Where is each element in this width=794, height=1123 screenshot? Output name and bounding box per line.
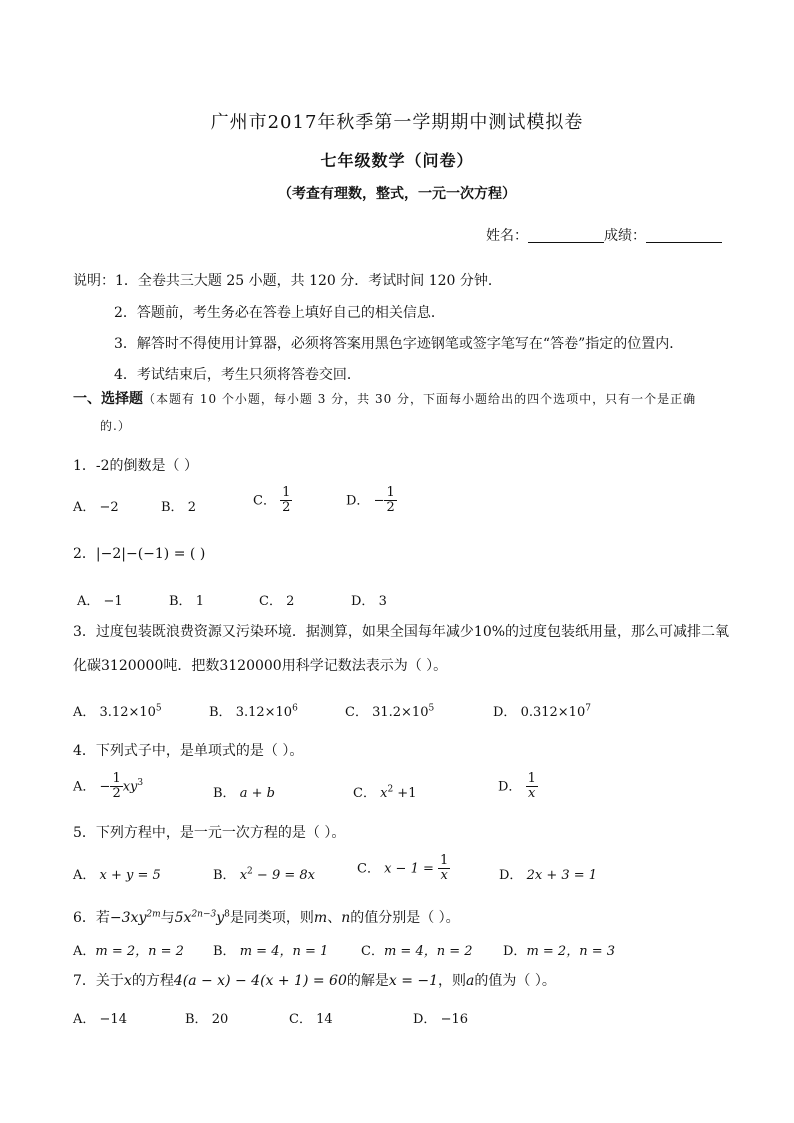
option-letter: A． [77,594,100,609]
q7-option-a[interactable] [73,1008,127,1027]
stem-text: 、 [327,910,342,926]
option-value: 2 [286,594,295,609]
q7-option-c[interactable] [289,1008,333,1027]
option-value: −1 [103,594,123,609]
question-4-stem: 4．下列式子中，是单项式的是（ ）。 [73,743,304,759]
exponent: 3 [137,777,144,788]
question-6-stem [73,907,460,927]
exponent: 5 [155,703,162,714]
option-letter: C． [289,1012,312,1027]
q2-option-c[interactable] [259,590,294,609]
option-letter: A． [73,868,96,883]
q3-option-c[interactable] [345,701,434,720]
name-blank[interactable] [528,228,604,243]
fraction-numerator: 1 [282,485,291,500]
name-score-line [486,225,722,245]
option-value: a + b [239,786,275,801]
variable: x [123,973,132,989]
option-letter: D． [493,705,517,720]
question-1-stem: 1．-2的倒数是（ ） [73,458,198,474]
section-heading [73,388,696,408]
question-7-stem [73,970,556,990]
option-letter: D． [503,944,527,959]
question-2-stem: 2．|−2|−(−1) = ( ) [73,546,206,562]
exponent: 8 [224,909,230,920]
option-letter: C． [345,705,368,720]
fraction-denominator: x [528,786,536,802]
exponent: 5 [428,703,435,714]
q6-option-b[interactable] [213,940,328,959]
q7-option-b[interactable] [185,1008,228,1027]
instruction-3: 3．解答时不得使用计算器，必须将答案用黑色字迹钢笔或签字笔写在“答卷”指定的位置内． [114,336,684,352]
instruction-text: 1．全卷共三大题 25 小题，共 120 分．考试时间 120 分钟． [115,273,502,289]
q4-option-b[interactable] [213,782,275,801]
stem-text: 的解是 [346,973,389,989]
stem-text: 的值分别是（ ）。 [350,910,460,926]
option-value: m = 2，n = 2 [95,944,184,959]
question-5-options [73,854,713,898]
option-letter: B． [213,786,236,801]
option-value: −14 [99,1012,127,1027]
fraction-denominator: 2 [282,500,291,516]
option-letter: D． [498,779,522,795]
fraction-denominator: x [440,868,448,884]
instruction-1 [73,270,502,290]
option-value: m = 4，n = 1 [239,944,329,959]
exponent: 2 [387,784,394,795]
option-value: x + y = 5 [99,868,161,883]
score-label: 成绩： [604,228,646,244]
option-value: 1 [195,594,204,609]
section-title: 一、选择题 [73,391,143,407]
fraction-numerator: 1 [386,485,395,500]
stem-text: 的方程 [131,973,174,989]
fraction-denominator: 2 [112,786,121,802]
option-letter: B． [185,1012,208,1027]
option-letter: A． [73,705,96,720]
q3-option-b[interactable] [209,701,298,720]
section-note-cont: 的.） [100,419,131,433]
q1-option-c[interactable] [253,486,292,516]
option-value: −16 [440,1012,469,1027]
question-6-options [73,940,713,960]
question-2-options [73,590,713,610]
option-letter: A． [73,779,96,795]
option-value-rest: − 9 = 8x [252,868,315,883]
instruction-2: 2．答题前，考生务必在答卷上填好自己的相关信息． [114,305,445,321]
option-value: 2x + 3 = 1 [526,868,598,883]
q3-option-a[interactable] [73,701,162,720]
variable: a [466,973,475,989]
fraction-numerator: 1 [527,771,536,786]
option-value: 14 [316,1012,333,1027]
option-value-rest: +1 [393,786,417,801]
question-3-stem-1: 3．过度包装既浪费资源又污染环境．据测算，如果全国每年减少10%的过度包装纸用量，那么可减排二氧 [73,624,730,640]
option-letter: D． [413,1012,437,1027]
expression: −3xy [109,910,147,926]
option-letter: B． [213,944,236,959]
option-letter: B． [169,594,192,609]
q3-option-d[interactable] [493,701,591,720]
option-letter: C． [253,493,276,509]
score-blank[interactable] [646,228,722,243]
q7-option-d[interactable] [413,1008,468,1027]
option-letter: B． [209,705,232,720]
q5-option-b[interactable] [213,864,315,883]
q2-option-b[interactable] [169,590,204,609]
exponent: 2n−3 [191,909,217,920]
q4-option-c[interactable] [353,782,416,801]
q1-option-a[interactable] [73,496,119,515]
exam-title: 广州市2017年秋季第一学期期中测试模拟卷 [210,112,584,133]
name-label: 姓名： [486,228,528,244]
stem-text: 与 [160,910,175,926]
expression: y [216,910,225,926]
option-letter: A． [73,500,96,515]
stem-text: 6．若 [73,910,110,926]
option-letter: A． [73,1012,96,1027]
option-letter: B． [161,500,184,515]
exponent: 2m [146,909,161,920]
q5-option-d[interactable] [499,864,597,883]
option-letter: A． [73,944,96,959]
q6-option-d[interactable] [503,940,615,959]
option-sign: − [99,779,111,795]
fraction-numerator: 1 [440,853,449,868]
q4-option-a[interactable] [73,772,143,802]
option-value: 0.312×10 [520,705,586,720]
question-5-stem: 5．下列方程中，是一元一次方程的是（ ）。 [73,825,346,841]
fraction-numerator: 1 [112,771,121,786]
option-value: m = 4，n = 2 [383,944,473,959]
question-3-stem-2: 化碳3120000吨．把数3120000用科学记数法表示为（ ）。 [73,658,448,674]
option-letter: C． [259,594,282,609]
question-1-options [73,486,713,526]
exponent: 6 [292,703,298,714]
q2-option-d[interactable] [351,590,387,609]
variable: n [341,910,351,926]
option-letter: D． [346,493,370,509]
exam-scope: （考查有理数，整式，一元一次方程） [278,186,516,202]
stem-text: 是同类项，则 [229,910,314,926]
option-value: 3.12×10 [99,705,156,720]
option-value: 2 [187,500,196,515]
question-4-options [73,770,713,814]
option-letter: D． [351,594,375,609]
option-value: 3.12×10 [235,705,293,720]
q6-option-c[interactable] [361,940,473,959]
stem-text: ，则 [438,973,467,989]
question-3-options [73,701,713,721]
exam-subtitle: 七年级数学（问卷） [320,151,474,170]
fraction-denominator: 2 [386,500,395,516]
q1-option-b[interactable] [161,496,196,515]
option-value: 31.2×10 [372,705,429,720]
q5-option-a[interactable] [73,864,161,883]
option-value: 3 [378,594,387,609]
option-letter: C． [353,786,376,801]
exponent: 7 [585,703,591,714]
q2-option-a[interactable] [77,590,123,609]
stem-text: 的值为（ ）。 [474,973,556,989]
option-value: x [380,786,388,801]
q5-option-c[interactable] [357,854,450,884]
option-value: 20 [211,1012,229,1027]
option-sign: − [373,493,385,509]
option-value: −2 [99,500,119,515]
option-letter: C． [361,944,384,959]
option-letter: B． [213,868,236,883]
expression: 5x [174,910,192,926]
q6-option-a[interactable] [73,940,184,959]
instruction-lead: 说明： [73,273,115,289]
q1-option-d[interactable] [346,486,397,516]
option-value: m = 2，n = 3 [526,944,615,959]
instruction-4: 4．考试结束后，考生只须将答卷交回． [114,367,361,383]
stem-text: 7．关于 [73,973,124,989]
option-value: xy [122,779,138,795]
solution: x = −1 [388,973,439,989]
variable: m [313,910,328,926]
question-7-options [73,1008,713,1028]
option-value: x [239,868,248,883]
option-value: x − 1 = [384,861,434,877]
equation: 4(a − x) − 4(x + 1) = 60 [173,973,347,989]
q4-option-d[interactable] [498,772,538,802]
option-letter: D． [499,868,523,883]
option-letter: C． [357,861,380,877]
section-note: （本题有 10 个小题，每小题 3 分，共 30 分，下面每小题给出的四个选项中，只有一个是正确 [143,392,697,406]
exponent: 2 [247,866,253,877]
